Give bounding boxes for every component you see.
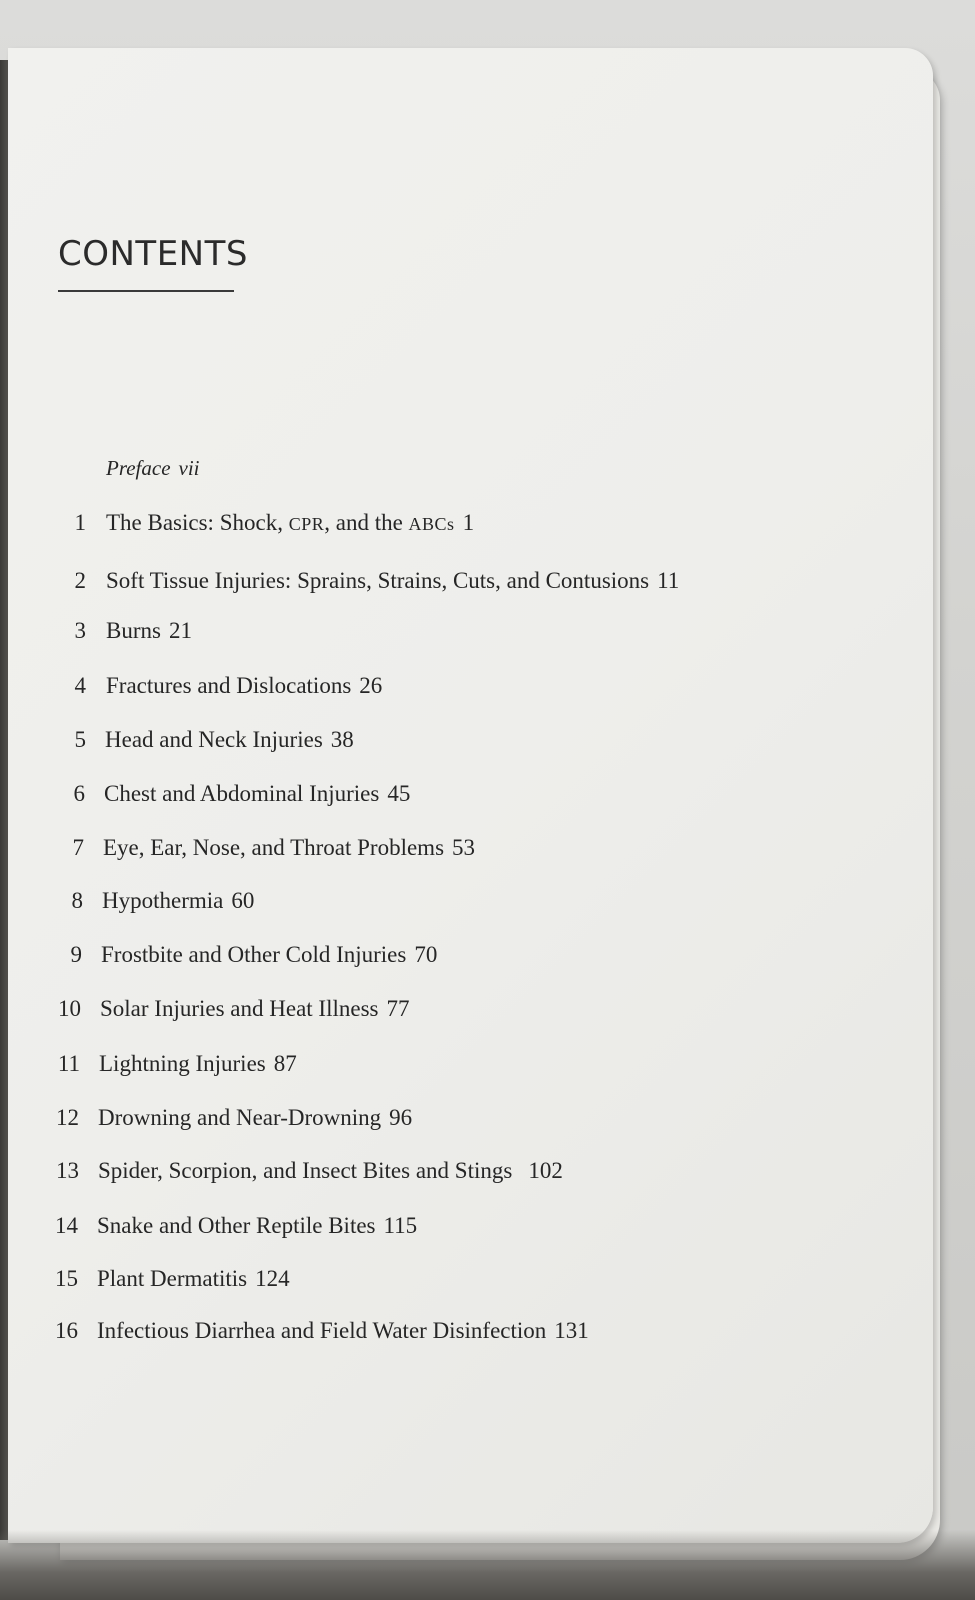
toc-entry-label: Spider, Scorpion, and Insect Bites and Stings (98, 1158, 513, 1183)
toc-entry-number: 11 (57, 1051, 80, 1076)
toc-entry-number: 15 (55, 1266, 78, 1291)
toc-entry-number: 2 (74, 568, 86, 593)
toc-entry-page: 38 (330, 727, 354, 752)
toc-entry-label: Solar Injuries and Heat Illness (100, 996, 379, 1021)
toc-entry-page: 70 (414, 942, 438, 967)
toc-entry-page: 60 (231, 888, 255, 913)
toc-entry-label: Infectious Diarrhea and Field Water Disinfection (97, 1318, 547, 1343)
toc-entry-label: Drowning and Near-Drowning (98, 1105, 382, 1130)
toc-entry-page: 96 (389, 1105, 413, 1130)
toc-entry-number: 6 (73, 781, 85, 806)
toc-entry-page: 77 (386, 996, 410, 1021)
toc-entry-label: Hypothermia (102, 888, 224, 913)
toc-entry-label: Soft Tissue Injuries: Sprains, Strains, Cuts, and Contusions (106, 568, 650, 593)
bottom-shadow (0, 1530, 975, 1600)
toc-entry-page: 124 (255, 1266, 290, 1291)
toc-entry-label: The Basics: Shock, CPR, and the ABCs 1 (106, 510, 475, 535)
title-underline (58, 290, 234, 292)
toc-entry-page: 1 (462, 510, 475, 535)
toc-entry-number: 4 (74, 673, 86, 698)
toc-entry-label: Eye, Ear, Nose, and Throat Problems (103, 835, 445, 860)
toc-entry-label: Lightning Injuries (99, 1051, 266, 1076)
toc-entry-label: Fractures and Dislocations (106, 673, 352, 698)
toc-entry-label: Frostbite and Other Cold Injuries (101, 942, 407, 967)
toc-entry-number: 7 (72, 835, 84, 860)
toc-entry-number: 16 (55, 1318, 78, 1343)
toc-entry-number: 13 (56, 1158, 79, 1183)
toc-entry-page: 45 (387, 781, 411, 806)
toc-entry-number: 1 (74, 510, 86, 535)
toc-entry-number: 8 (71, 888, 83, 913)
toc-entry-page: 26 (359, 673, 383, 698)
toc-entry-label: Preface (106, 456, 171, 480)
contents-page (8, 48, 933, 1543)
toc-entry-number: 3 (74, 618, 86, 643)
toc-entry-label: Burns (106, 618, 161, 643)
toc-entry-page: 115 (383, 1213, 418, 1238)
toc-entry-number: 12 (56, 1105, 79, 1130)
abbr-abcs: ABCs (408, 514, 455, 534)
toc-entry-page: 102 (528, 1158, 563, 1183)
toc-entry-number: 9 (70, 942, 82, 967)
toc-entry-page: 87 (273, 1051, 297, 1076)
toc-entry-label: Plant Dermatitis (97, 1266, 248, 1291)
toc-entry-number: 14 (55, 1213, 78, 1238)
abbr-cpr: CPR (288, 514, 325, 534)
toc-entry-page: 53 (452, 835, 476, 860)
toc-entry-page: 11 (657, 568, 680, 593)
toc-entry-page: vii (178, 456, 200, 480)
toc-entry-number: 10 (58, 996, 81, 1021)
toc-entry-label: Chest and Abdominal Injuries (104, 781, 380, 806)
toc-entry-label: Head and Neck Injuries (105, 727, 323, 752)
toc-entry-label: Snake and Other Reptile Bites (97, 1213, 376, 1238)
page-title: CONTENTS (58, 234, 248, 274)
toc-entry-page: 21 (168, 618, 192, 643)
toc-entry-page: 131 (554, 1318, 589, 1343)
toc-entry-number: 5 (74, 727, 86, 752)
